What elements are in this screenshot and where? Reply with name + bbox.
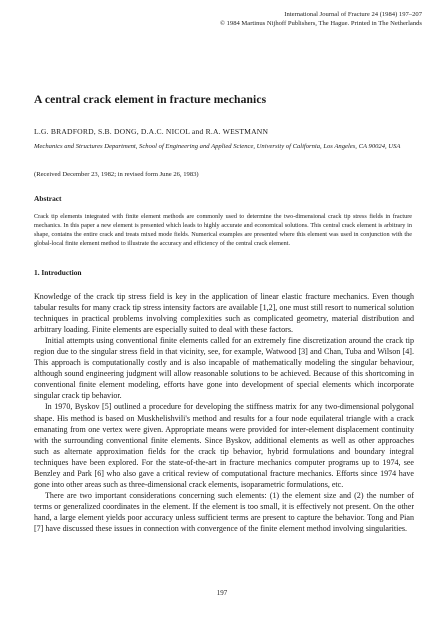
paper-title: A central crack element in fracture mechanics (34, 93, 267, 106)
body-paragraph: In 1970, Byskov [5] outlined a procedure for developing the stiffness matrix for any two-dimensional polygonal shape. His method is based on Muskhelishvili's method and results for a four node equilateral triangle with a crack emanating from one vertex were given. Appropriate means were provided for inter-element displacement continuity with the surrounding conventional finite elements. Since Byskov, additional elements as well as other approaches such as alternate approximation fields for the crack tip behavior, hybrid formulations and boundary integral techniques have been explored. For the state-of-the-art in fracture mechanics computer programs up to 1974, see Benzley and Park [6] who also gave a critical review of computational fracture mechanics. Efforts since 1974 have gone into other areas such as three-dimensional crack elements, isoparametric formulations, etc. (34, 402, 414, 489)
page-number: 197 (216, 589, 228, 597)
abstract-heading: Abstract (34, 194, 62, 203)
affiliation: Mechanics and Structures Department, School of Engineering and Applied Science, University of California, Los Angeles, CA 90024, USA (34, 143, 401, 150)
journal-header (220, 10, 422, 28)
received-date: (Received December 23, 1982; in revised form June 26, 1983) (34, 171, 199, 178)
body-text (34, 291, 414, 534)
body-paragraph: Knowledge of the crack tip stress field is key in the application of linear elastic fracture mechanics. Even though tabular results for many crack tip stress intensity factors are available [1,2], one must still resort to numerical solution techniques in practical problems involving complexities such as complicated geometry, material distribution and arbitrary loading. Finite elements are especially suited to deal with these factors. (34, 292, 414, 335)
journal-citation: International Journal of Fracture 24 (1984) 197–207 (284, 11, 422, 18)
body-paragraph: There are two important considerations concerning such elements: (1) the element size and (2) the number of terms or generalized coordinates in the element. If the element is too small, it is effectively not present. On the other hand, a large element yields poor accuracy unless sufficient terms are present to capture the behavior. Tong and Pian [7] have discussed these issues in connection with convergence of the finite element method involving singularities. (34, 490, 414, 533)
abstract-text: Crack tip elements integrated with finite element methods are commonly used to determine the two-dimensional crack tip stress fields in fracture mechanics. In this paper a new element is presented which leads to highly accurate and economical solutions. This central crack element is arbitrary in shape, contains the entire crack and treats mixed mode fields. Numerical examples are presented where this element was used in conjunction with the global-local finite element method to illustrate the accuracy and efficiency of the central crack element. (34, 213, 412, 247)
author-list: L.G. BRADFORD, S.B. DONG, D.A.C. NICOL and R.A. WESTMANN (34, 127, 269, 136)
body-paragraph: Initial attempts using conventional finite elements called for an extremely fine discretization around the crack tip region due to the singular stress field in that vicinity, see, for example, Watwood [3] and Chan, Tuba and Wilson [4]. This approach is computationally costly and is also incapable of mathematically modeling the singular behaviour, although sound engineering judgment will allow reasonable solutions to be achieved. Because of this shortcoming in conventional finite element modeling, efforts have gone into development of special elements which incorporate singular crack tip behavior. (34, 336, 414, 401)
section-heading-introduction: 1. Introduction (34, 268, 82, 277)
publisher-line: © 1984 Martinus Nijhoff Publishers, The Hague. Printed in The Netherlands (219, 20, 422, 27)
